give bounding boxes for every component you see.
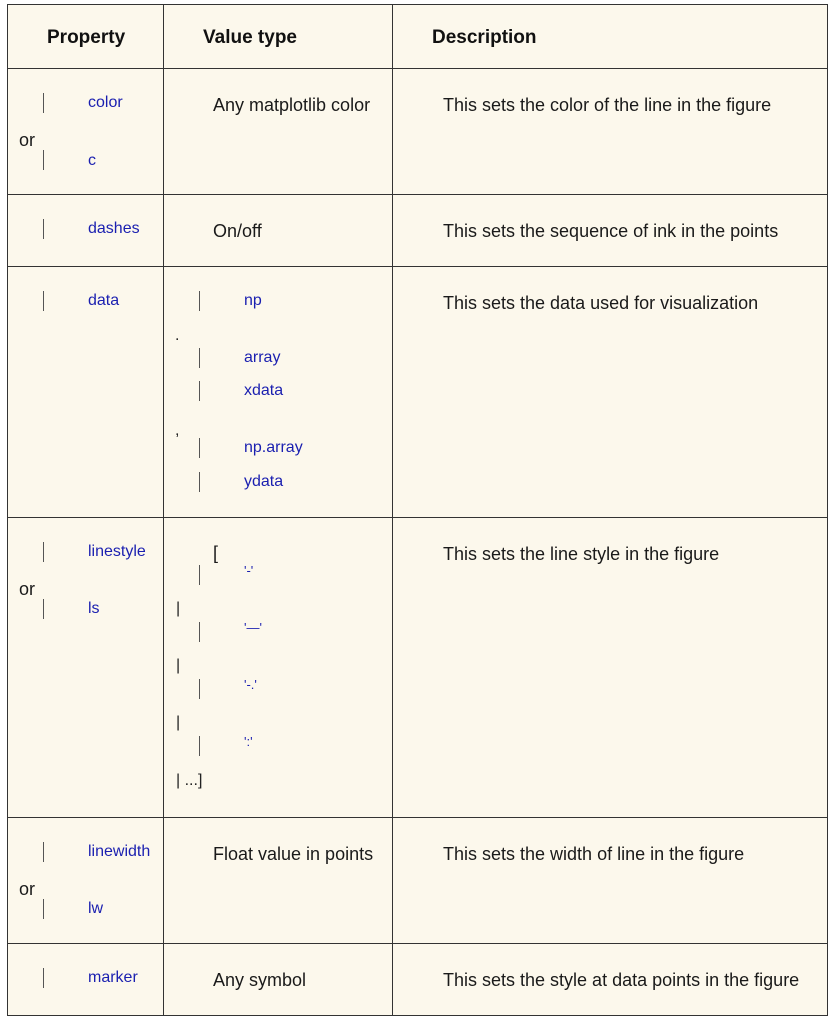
row-divider	[8, 517, 827, 518]
or-label: or	[19, 130, 36, 150]
value-ydata: ydata	[244, 473, 284, 490]
value-type: Float value in points	[213, 844, 374, 864]
value-dot: .	[175, 327, 180, 344]
value-type: On/off	[213, 221, 262, 241]
property-lw: lw	[88, 900, 104, 917]
property-color: color	[88, 94, 123, 111]
value-np: np	[244, 292, 262, 309]
or-label: or	[19, 879, 36, 899]
value-close: | ...]	[176, 772, 203, 789]
value-open-bracket: [	[213, 543, 219, 563]
value-type: Any matplotlib color	[213, 95, 371, 115]
description: This sets the style at data points in the figure	[443, 970, 800, 990]
value-dashdot: '-.'	[244, 677, 257, 692]
description: This sets the sequence of ink in the points	[443, 221, 779, 241]
property-data: data	[88, 292, 120, 309]
header-description: Description	[432, 27, 537, 48]
value-separator: |	[176, 657, 181, 674]
value-dotted: ':'	[244, 734, 253, 749]
property-dashes: dashes	[88, 220, 140, 237]
column-divider	[392, 5, 393, 1015]
property-c: c	[88, 152, 96, 169]
properties-table	[7, 4, 828, 1016]
description: This sets the data used for visualization	[443, 293, 759, 313]
description: This sets the color of the line in the figure	[443, 95, 772, 115]
row-divider	[8, 817, 827, 818]
value-xdata: xdata	[244, 382, 284, 399]
row-divider	[8, 68, 827, 69]
value-dashed: '—'	[244, 620, 262, 635]
property-linewidth: linewidth	[88, 843, 151, 860]
value-array: array	[244, 349, 281, 366]
description: This sets the line style in the figure	[443, 544, 720, 564]
value-type: Any symbol	[213, 970, 307, 990]
row-divider	[8, 943, 827, 944]
property-marker: marker	[88, 969, 138, 986]
row-divider	[8, 194, 827, 195]
column-divider	[163, 5, 164, 1015]
row-divider	[8, 266, 827, 267]
value-solid: '-'	[244, 563, 254, 578]
value-separator: |	[176, 600, 181, 617]
value-separator: |	[176, 714, 181, 731]
or-label: or	[19, 579, 36, 599]
value-np-array: np.array	[244, 439, 303, 456]
value-comma: ,	[175, 422, 180, 439]
property-linestyle: linestyle	[88, 543, 146, 560]
description: This sets the width of line in the figure	[443, 844, 745, 864]
property-ls: ls	[88, 600, 100, 617]
header-value-type: Value type	[203, 27, 297, 48]
header-property: Property	[47, 27, 126, 48]
